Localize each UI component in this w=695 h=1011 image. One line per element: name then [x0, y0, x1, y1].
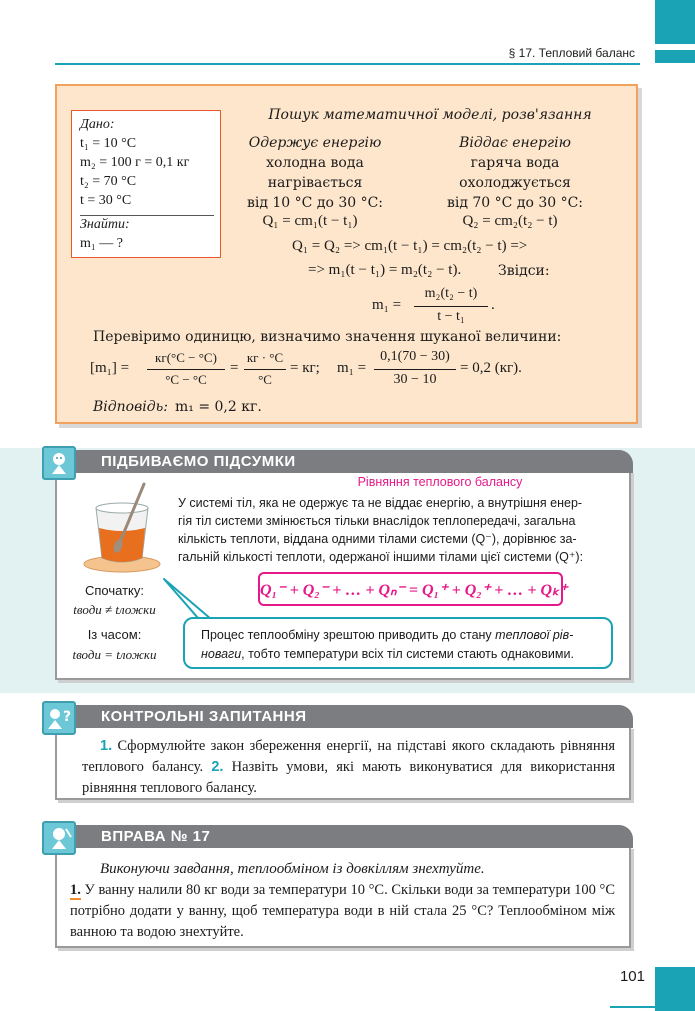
hot-water-block: [430, 133, 600, 213]
cold-line: холодна вода: [266, 155, 364, 171]
heat-balance-formula: Q₁⁻ + Q₂⁻ + … + Qₙ⁻ = Q₁⁺ + Q₂⁺ + … + Qₖ⁺: [260, 582, 568, 599]
m1-lhs: m₁ =: [372, 297, 402, 313]
task-1-text: У ванну налили 80 кг води за температури 10 °C. Скільки води за температури 100 °C потрібно додати у ванну, щоб температура води в ній стала 25 °C? Теплообміном між ванною та водою знехтуйте.: [70, 882, 615, 940]
find-title: Знайти:: [80, 217, 130, 232]
header-tab-accent: [655, 50, 695, 63]
therefore-word: Звідси:: [498, 263, 550, 279]
check-text: Перевіримо одиницю, визначимо значення шуканої величини:: [93, 329, 562, 345]
paragraph-line: гальній кількості теплоти, одержаної іншими тілами цієї системи (Q⁺):: [178, 550, 584, 564]
heat-balance-formula-box: [258, 572, 568, 606]
exercise-task: [70, 880, 615, 943]
formula-q2: Q₂ = cm₂(t₂ − t): [462, 213, 558, 229]
task-1-number: 1.: [70, 882, 81, 898]
period: .: [491, 297, 495, 313]
unit-fraction2-bar: [244, 369, 286, 370]
hot-line: гаряча вода: [470, 155, 560, 171]
equation-balance: Q₁ = Q₂ => cm₁(t − t₁) = cm₂(t₂ − t) =>: [292, 238, 528, 254]
unit-fraction1-bar: [147, 369, 225, 370]
label-initially: Спочатку:: [85, 583, 144, 598]
section-title: § 17. Тепловий баланс: [508, 46, 635, 60]
paragraph-line: У системі тіл, яка не одержує та не віддає енергію, а внутрішня енер-: [178, 496, 583, 510]
given-item: t₁ = 10 °C: [80, 136, 137, 151]
exercise-icon: [42, 821, 76, 855]
given-item: t₂ = 70 °C: [80, 174, 137, 189]
m1-denominator: t − t₁: [437, 309, 465, 324]
question-1-number: 1.: [100, 738, 113, 754]
question-2-text: Назвіть умови, які мають виконуватися для використання рівняння теплового балансу.: [82, 759, 616, 796]
unit-result: = кг;: [290, 360, 320, 376]
given-title: Дано:: [80, 117, 115, 132]
equilibrium-bubble: [183, 617, 613, 669]
unit-fraction1-denominator: °C − °C: [165, 372, 207, 387]
equation-expanded: => m₁(t − t₁) = m₂(t₂ − t).: [308, 262, 462, 278]
hot-line: охолоджується: [459, 175, 571, 191]
bubble-line-1: Процес теплообміну зрештою приводить до стану теплової рів-: [201, 628, 574, 642]
condition-initially: tводи ≠ tложки: [73, 602, 156, 617]
find-item: m₁ — ?: [80, 236, 123, 251]
footer-accent: [655, 967, 695, 1011]
given-divider: [80, 215, 214, 216]
questions-icon: [42, 701, 76, 735]
corner-accent: [655, 0, 695, 44]
paragraph-line: гія тіл системи змінюється тільки внаслідок теплопередачі, загальна: [178, 514, 576, 528]
equals: =: [230, 360, 239, 376]
answer-value: m₁ = 0,2 кг.: [175, 399, 262, 415]
calc-denominator: 30 − 10: [393, 372, 437, 387]
hot-line: від 70 °C до 30 °C:: [446, 195, 584, 211]
calc-fraction-bar: [374, 369, 456, 370]
summary-heading: ПІДБИВАЄМО ПІДСУМКИ: [55, 450, 633, 473]
unit-fraction1-numerator: кг(°C − °C): [155, 350, 217, 365]
model-title: Пошук математичної моделі, розв'язання: [268, 107, 592, 123]
m1-fraction-bar: [414, 306, 488, 307]
condition-over-time: tводи = tложки: [72, 647, 157, 662]
calc-numerator: 0,1(70 − 30): [380, 349, 450, 364]
paragraph-line: кількість теплоти, віддана одними тілами системи (Q⁻), дорівнює за-: [178, 532, 577, 546]
questions-text: [82, 736, 615, 799]
footer-rule: [610, 1006, 655, 1008]
tea-glass-illustration: [80, 478, 170, 582]
question-1-text: Сформулюйте закон збереження енергії, на підставі якого складають рівняння теплового балансу.: [82, 738, 616, 775]
summary-icon: [42, 446, 76, 480]
calc-lhs: m₁ =: [337, 360, 367, 376]
question-2-number: 2.: [211, 759, 224, 775]
questions-heading: КОНТРОЛЬНІ ЗАПИТАННЯ: [55, 705, 633, 728]
calc-result: = 0,2 (кг).: [460, 360, 522, 376]
cold-line: нагрівається: [267, 175, 363, 191]
formula-q1: Q₁ = cm₁(t − t₁): [262, 213, 358, 229]
cold-line: від 10 °C до 30 °C:: [246, 195, 384, 211]
given-item: m₂ = 100 г = 0,1 кг: [80, 155, 190, 170]
m1-numerator: m₂(t₂ − t): [424, 286, 478, 301]
bubble-line-2: новаги, тобто температури всіх тіл системи стають однаковими.: [201, 647, 574, 661]
unit-lhs: [m₁] =: [90, 360, 130, 376]
summary-paragraph: [178, 494, 583, 566]
given-item: t = 30 °C: [80, 193, 132, 208]
svg-text:?: ?: [63, 709, 72, 725]
unit-fraction2-denominator: °C: [258, 372, 272, 387]
header-rule: [55, 63, 640, 65]
cold-water-block: [235, 133, 395, 213]
hot-line: Віддає енергію: [459, 135, 571, 151]
given-box: [71, 110, 221, 258]
page-number: 101: [619, 968, 645, 985]
unit-fraction2-numerator: кг · °C: [246, 350, 284, 365]
answer-label: Відповідь:: [93, 399, 168, 415]
cold-line: Одержує енергію: [248, 135, 382, 151]
exercise-heading: ВПРАВА № 17: [55, 825, 633, 848]
label-over-time: Із часом:: [87, 627, 142, 642]
exercise-intro: Виконуючи завдання, теплообміном із довкіллям знехтуйте.: [100, 861, 485, 877]
summary-subheading: Рівняння теплового балансу: [357, 475, 523, 489]
